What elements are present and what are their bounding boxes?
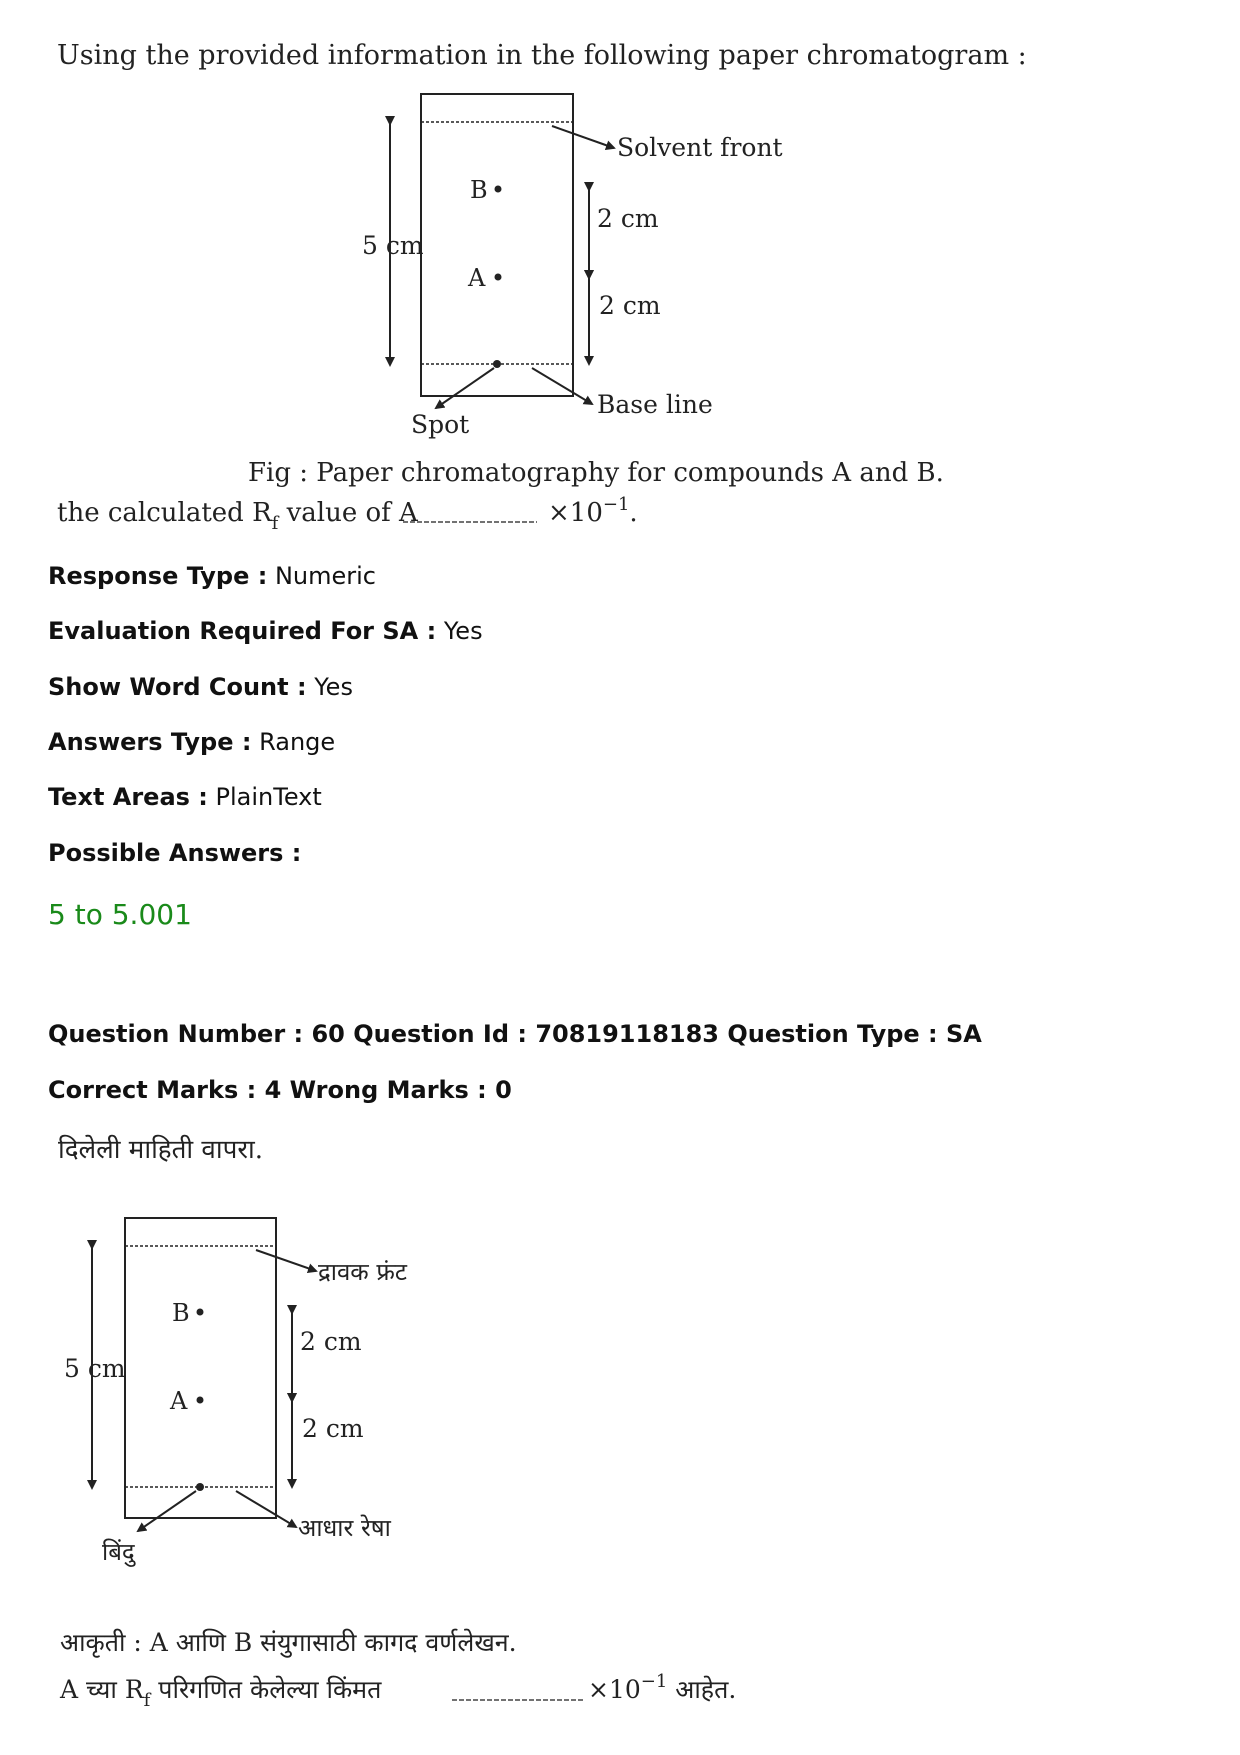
- spot-label: Spot: [411, 410, 470, 439]
- point-b-label: B: [172, 1299, 190, 1327]
- solvent-front-label: द्रावक फ्रंट: [318, 1258, 407, 1286]
- spot-label: बिंदु: [102, 1538, 135, 1566]
- point-b-label: B: [470, 176, 488, 204]
- spot-pointer: [138, 1491, 196, 1531]
- point-a-label: A: [170, 1387, 188, 1415]
- height-total-label: 5 cm: [64, 1354, 126, 1383]
- point-a-dot: [197, 1397, 204, 1404]
- q59-intro: Using the provided information in the following paper chromatogram :: [57, 40, 1027, 71]
- meta-answers-type: Answers Type : Range: [48, 728, 336, 756]
- point-b-dot: [197, 1309, 204, 1316]
- height-total-label: 5 cm: [362, 231, 424, 260]
- paper-strip: [125, 1218, 276, 1518]
- meta-evaluation-required: Evaluation Required For SA : Yes: [48, 617, 483, 645]
- q60-question-tail: $\times 10^{-1}$ आहेत.: [588, 1671, 737, 1704]
- q59-question: the calculated $R_f$ value of A: [57, 498, 418, 534]
- meta-show-word-count: Show Word Count : Yes: [48, 673, 353, 701]
- q60-question: A च्या $R_f$ परिगणित केलेल्या किंमत: [60, 1675, 382, 1711]
- gap-top-label: 2 cm: [597, 204, 659, 233]
- gap-bottom-label: 2 cm: [302, 1414, 364, 1443]
- base-line-label: आधार रेषा: [298, 1514, 391, 1542]
- q60-marks: Correct Marks : 4 Wrong Marks : 0: [48, 1076, 512, 1104]
- gap-top-label: 2 cm: [300, 1327, 362, 1356]
- meta-possible-answers: Possible Answers :: [48, 839, 302, 867]
- gap-bottom-label: 2 cm: [599, 291, 661, 320]
- solvent-front-label: Solvent front: [617, 133, 783, 162]
- possible-answer-value: 5 to 5.001: [48, 898, 192, 931]
- q59-question-tail: $\times 10^{-1}$.: [548, 494, 638, 528]
- q60-caption: आकृती : A आणि B संयुगासाठी कागद वर्णलेखन.: [60, 1628, 517, 1657]
- figure-caption: Fig : Paper chromatography for compounds A and B.: [248, 458, 944, 488]
- spot-dot: [196, 1483, 204, 1491]
- base-line-pointer: [236, 1491, 296, 1527]
- meta-response-type: Response Type : Numeric: [48, 562, 376, 590]
- point-a-label: A: [468, 264, 486, 292]
- q60-intro: दिलेली माहिती वापरा.: [58, 1135, 264, 1165]
- meta-text-areas: Text Areas : PlainText: [48, 783, 322, 811]
- solvent-front-pointer: [256, 1250, 316, 1271]
- base-line-label: Base line: [597, 390, 713, 419]
- q60-header: Question Number : 60 Question Id : 70819118183 Question Type : SA: [48, 1020, 982, 1048]
